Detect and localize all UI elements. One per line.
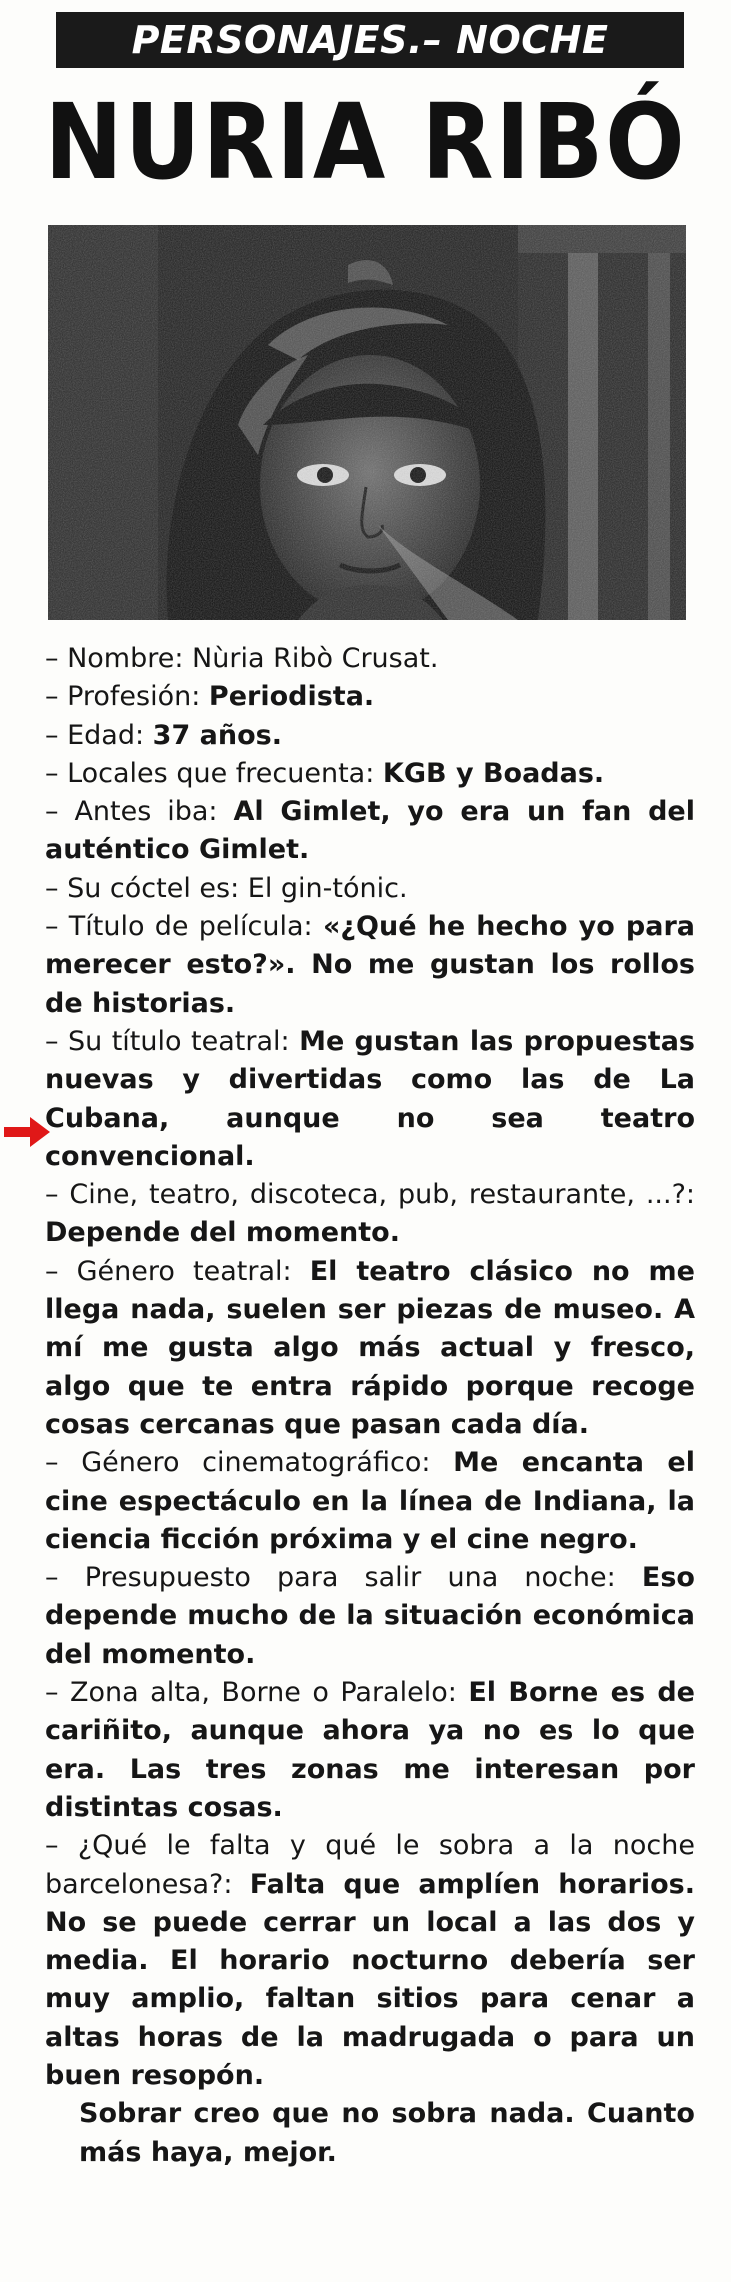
closing-paragraph <box>45 2095 695 2172</box>
label: – Su título teatral: <box>45 1025 300 1057</box>
item-coctel <box>45 870 695 908</box>
answer: Falta que amplíen horarios. No se puede cerrar un local a las dos y media. El horario nocturno debería ser muy amplio, faltan sitios para cenar a altas horas de la madrugada o para un buen resopón. <box>45 1868 695 2091</box>
label: – Cine, teatro, discoteca, pub, restaurante, ...?: <box>45 1179 695 1211</box>
answer: Me encanta el cine espectáculo en la línea de Indiana, la ciencia ficción próxima y el cine negro. <box>45 1447 695 1555</box>
label: – Antes iba: <box>45 796 234 828</box>
label: – Género cinematográfico: <box>45 1447 454 1479</box>
label: – Profesión: <box>45 681 209 713</box>
answer: Depende del momento. <box>45 1217 400 1249</box>
item-titulo-teatral <box>45 1023 695 1176</box>
portrait-photo-icon <box>48 225 686 620</box>
answer: Eso depende mucho de la situación económica del momento. <box>45 1562 695 1670</box>
red-arrow-icon <box>4 1117 50 1147</box>
item-pelicula <box>45 908 695 1023</box>
label: – Locales que frecuenta: <box>45 757 383 789</box>
answer: Nùria Ribò Crusat. <box>192 643 439 674</box>
item-genero-teatral <box>45 1253 695 1444</box>
answer: «¿Qué he hecho yo para merecer esto?». No me gustan los rollos de historias. <box>45 911 695 1019</box>
label: – Su cóctel es: <box>45 872 248 904</box>
answer: Periodista. <box>208 681 375 713</box>
answer: 37 años. <box>152 719 282 751</box>
label: – Género teatral: <box>45 1255 310 1287</box>
label: – Zona alta, Borne o Paralelo: <box>45 1677 469 1709</box>
item-locales <box>45 755 695 793</box>
answer: Al Gimlet, yo era un fan del auténtico Gimlet. <box>45 796 695 866</box>
item-zona <box>45 1674 695 1827</box>
answer: KGB y Boadas. <box>382 757 605 789</box>
item-antes-iba <box>45 793 695 870</box>
answer: El Borne es de cariñito, aunque ahora ya no es lo que era. Las tres zonas me interesan por distintas cosas. <box>45 1677 695 1823</box>
item-noche-barcelonesa <box>45 1827 695 2095</box>
portrait-photo <box>48 225 686 620</box>
item-profesion <box>45 678 695 716</box>
section-header: PERSONAJES.– NOCHE <box>56 12 684 68</box>
item-nombre <box>45 640 695 678</box>
item-cine-teatro <box>45 1176 695 1253</box>
headline: NURIA RIBÓ <box>44 81 687 203</box>
answer: El teatro clásico no me llega nada, suelen ser piezas de museo. A mí me gusta algo más actual y fresco, algo que te entra rápido porque recoge cosas cercanas que pasan cada día. <box>45 1255 695 1440</box>
item-genero-cinematografico <box>45 1444 695 1559</box>
answer: El gin-tónic. <box>247 872 408 904</box>
label: – ¿Qué le falta y qué le sobra a la noche barcelonesa?: <box>45 1830 695 1900</box>
item-presupuesto <box>45 1559 695 1674</box>
interview-body <box>45 640 695 2172</box>
answer: Me gustan las propuestas nuevas y divertidas como las de La Cubana, aunque no sea teatro convencional. <box>45 1025 695 1172</box>
item-edad <box>45 717 695 755</box>
label: – Edad: <box>45 719 153 751</box>
label: – Nombre: <box>45 643 193 674</box>
label: – Título de película: <box>45 911 323 943</box>
label: – Presupuesto para salir una noche: <box>45 1562 642 1594</box>
closing: Sobrar creo que no sobra nada. Cuanto más haya, mejor. <box>79 2098 695 2168</box>
